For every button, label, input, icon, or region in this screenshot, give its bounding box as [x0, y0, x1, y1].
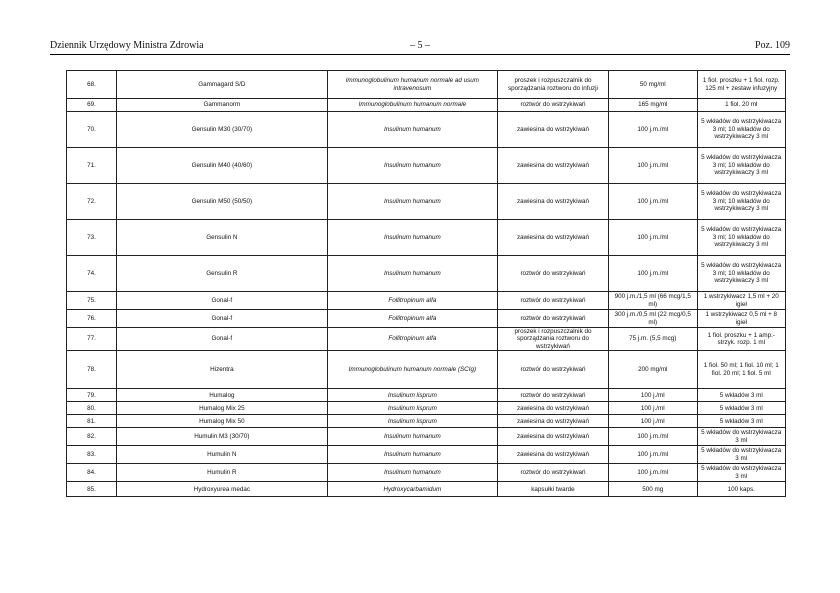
pharmaceutical-form-cell: kapsułki twarde — [497, 482, 608, 497]
table-row — [67, 292, 786, 310]
strength-cell: 900 j.m./1,5 ml (66 mcg/1,5 ml) — [609, 292, 697, 310]
row-number-cell: 80. — [67, 402, 117, 415]
drug-name-cell: Humulin R — [116, 464, 327, 482]
drug-name-cell: Gonal-f — [116, 328, 327, 351]
package-cell: 5 wkładów do wstrzykiwacza 3 ml; 10 wkładów do wstrzykiwaczy 3 ml — [697, 220, 786, 256]
table-row — [67, 428, 786, 446]
row-number-cell: 75. — [67, 292, 117, 310]
package-cell: 5 wkładów 3 ml — [697, 402, 786, 415]
row-number-cell: 84. — [67, 464, 117, 482]
row-number-cell: 74. — [67, 256, 117, 292]
row-number-cell: 72. — [67, 184, 117, 220]
strength-cell: 100 j.m./ml — [609, 220, 697, 256]
package-cell: 5 wkładów do wstrzykiwacza 3 ml; 10 wkładów do wstrzykiwaczy 3 ml — [697, 256, 786, 292]
pharmaceutical-form-cell: roztwór do wstrzykiwań — [497, 310, 608, 328]
package-cell: 1 fiol. 20 ml — [697, 99, 786, 112]
strength-cell: 100 j.m./ml — [609, 428, 697, 446]
table-row — [67, 112, 786, 148]
table-row — [67, 148, 786, 184]
row-number-cell: 76. — [67, 310, 117, 328]
table-row — [67, 351, 786, 389]
active-substance-cell: Immunoglobulinum humanum normale ad usum intravenosum — [327, 71, 497, 99]
strength-cell: 500 mg — [609, 482, 697, 497]
drug-name-cell: Humulin N — [116, 446, 327, 464]
strength-cell: 100 j.m./ml — [609, 184, 697, 220]
drug-name-cell: Humalog Mix 25 — [116, 402, 327, 415]
strength-cell: 100 j.m./ml — [609, 446, 697, 464]
pharmaceutical-form-cell: roztwór do wstrzykiwań — [497, 351, 608, 389]
table-row — [67, 184, 786, 220]
package-cell: 100 kaps. — [697, 482, 786, 497]
drug-name-cell: Gammagard S/D — [116, 71, 327, 99]
pharmaceutical-form-cell: zawiesina do wstrzykiwań — [497, 184, 608, 220]
drug-name-cell: Gonal-f — [116, 292, 327, 310]
strength-cell: 100 j.m./ml — [609, 148, 697, 184]
drug-name-cell: Gonal-f — [116, 310, 327, 328]
position-number: Poz. 109 — [755, 40, 790, 51]
drug-name-cell: Gensulin R — [116, 256, 327, 292]
pharmaceutical-form-cell: zawiesina do wstrzykiwań — [497, 415, 608, 428]
package-cell: 1 wstrzykiwacz 1,5 ml + 20 igieł — [697, 292, 786, 310]
package-cell: 5 wkładów do wstrzykiwacza 3 ml — [697, 464, 786, 482]
active-substance-cell: Insulinum lisprum — [327, 389, 497, 402]
journal-title: Dziennik Urzędowy Ministra Zdrowia — [50, 40, 204, 51]
package-cell: 5 wkładów do wstrzykiwacza 3 ml; 10 wkładów do wstrzykiwaczy 3 ml — [697, 184, 786, 220]
drug-name-cell: Gensulin M50 (50/50) — [116, 184, 327, 220]
drug-name-cell: Humalog Mix 50 — [116, 415, 327, 428]
table-row — [67, 310, 786, 328]
active-substance-cell: Insulinum humanum — [327, 464, 497, 482]
table-row — [67, 446, 786, 464]
table-row — [67, 389, 786, 402]
package-cell: 5 wkładów do wstrzykiwacza 3 ml — [697, 446, 786, 464]
strength-cell: 100 j.m./ml — [609, 256, 697, 292]
package-cell: 1 fiol. 50 ml; 1 fiol. 10 ml; 1 fiol. 20 ml; 1 fiol. 5 ml — [697, 351, 786, 389]
table-row — [67, 482, 786, 497]
strength-cell: 100 j./ml — [609, 402, 697, 415]
drug-table — [66, 70, 786, 497]
table-row — [67, 328, 786, 351]
pharmaceutical-form-cell: roztwór do wstrzykiwań — [497, 464, 608, 482]
drug-name-cell: Gensulin M40 (40/60) — [116, 148, 327, 184]
row-number-cell: 83. — [67, 446, 117, 464]
page-header — [50, 40, 790, 54]
active-substance-cell: Follitropinum alfa — [327, 310, 497, 328]
pharmaceutical-form-cell: roztwór do wstrzykiwań — [497, 292, 608, 310]
active-substance-cell: Hydroxycarbamidum — [327, 482, 497, 497]
table-row — [67, 256, 786, 292]
row-number-cell: 85. — [67, 482, 117, 497]
active-substance-cell: Insulinum humanum — [327, 220, 497, 256]
row-number-cell: 69. — [67, 99, 117, 112]
row-number-cell: 79. — [67, 389, 117, 402]
row-number-cell: 78. — [67, 351, 117, 389]
table-row — [67, 99, 786, 112]
pharmaceutical-form-cell: zawiesina do wstrzykiwań — [497, 428, 608, 446]
active-substance-cell: Insulinum humanum — [327, 148, 497, 184]
strength-cell: 100 j./ml — [609, 389, 697, 402]
drug-name-cell: Humulin M3 (30/70) — [116, 428, 327, 446]
active-substance-cell: Insulinum lisprum — [327, 415, 497, 428]
page-number: – 5 – — [410, 40, 430, 51]
active-substance-cell: Insulinum humanum — [327, 184, 497, 220]
row-number-cell: 82. — [67, 428, 117, 446]
row-number-cell: 68. — [67, 71, 117, 99]
row-number-cell: 77. — [67, 328, 117, 351]
package-cell: 5 wkładów do wstrzykiwacza 3 ml; 10 wkładów do wstrzykiwaczy 3 ml — [697, 112, 786, 148]
package-cell: 5 wkładów 3 ml — [697, 415, 786, 428]
active-substance-cell: Insulinum humanum — [327, 428, 497, 446]
active-substance-cell: Insulinum humanum — [327, 112, 497, 148]
pharmaceutical-form-cell: zawiesina do wstrzykiwań — [497, 148, 608, 184]
drug-name-cell: Gensulin N — [116, 220, 327, 256]
table-row — [67, 71, 786, 99]
drug-name-cell: Hizentra — [116, 351, 327, 389]
strength-cell: 300 j.m./0,5 ml (22 mcg/0,5 ml) — [609, 310, 697, 328]
active-substance-cell: Follitropinum alfa — [327, 292, 497, 310]
drug-name-cell: Humalog — [116, 389, 327, 402]
table-row — [67, 402, 786, 415]
strength-cell: 50 mg/ml — [609, 71, 697, 99]
drug-name-cell: Gensulin M30 (30/70) — [116, 112, 327, 148]
pharmaceutical-form-cell: roztwór do wstrzykiwań — [497, 99, 608, 112]
pharmaceutical-form-cell: roztwór do wstrzykiwań — [497, 256, 608, 292]
package-cell: 1 fiol. proszku + 1 fiol. rozp. 125 ml + zestaw infuzyjny — [697, 71, 786, 99]
table-row — [67, 464, 786, 482]
active-substance-cell: Insulinum humanum — [327, 446, 497, 464]
pharmaceutical-form-cell: proszek i rozpuszczalnik do sporządzania roztworu do wstrzykiwań — [497, 328, 608, 351]
pharmaceutical-form-cell: proszek i rozpuszczalnik do sporządzania roztworu do infuzji — [497, 71, 608, 99]
package-cell: 1 wstrzykiwacz 0,5 ml + 8 igieł — [697, 310, 786, 328]
row-number-cell: 71. — [67, 148, 117, 184]
table-row — [67, 415, 786, 428]
package-cell: 5 wkładów 3 ml — [697, 389, 786, 402]
pharmaceutical-form-cell: zawiesina do wstrzykiwań — [497, 402, 608, 415]
package-cell: 5 wkładów do wstrzykiwacza 3 ml — [697, 428, 786, 446]
pharmaceutical-form-cell: zawiesina do wstrzykiwań — [497, 446, 608, 464]
pharmaceutical-form-cell: zawiesina do wstrzykiwań — [497, 220, 608, 256]
active-substance-cell: Follitropinum alfa — [327, 328, 497, 351]
pharmaceutical-form-cell: zawiesina do wstrzykiwań — [497, 112, 608, 148]
drug-name-cell: Gammanorm — [116, 99, 327, 112]
strength-cell: 100 j.m./ml — [609, 112, 697, 148]
package-cell: 5 wkładów do wstrzykiwacza 3 ml; 10 wkładów do wstrzykiwaczy 3 ml — [697, 148, 786, 184]
active-substance-cell: Insulinum lisprum — [327, 402, 497, 415]
strength-cell: 100 j.m./ml — [609, 464, 697, 482]
row-number-cell: 81. — [67, 415, 117, 428]
row-number-cell: 73. — [67, 220, 117, 256]
row-number-cell: 70. — [67, 112, 117, 148]
active-substance-cell: Insulinum humanum — [327, 256, 497, 292]
pharmaceutical-form-cell: roztwór do wstrzykiwań — [497, 389, 608, 402]
table-row — [67, 220, 786, 256]
drug-name-cell: Hydroxyurea medac — [116, 482, 327, 497]
strength-cell: 200 mg/ml — [609, 351, 697, 389]
active-substance-cell: Immunoglobulinum humanum normale — [327, 99, 497, 112]
package-cell: 1 fiol. proszku + 1 amp.-strzyk. rozp. 1 ml — [697, 328, 786, 351]
strength-cell: 75 j.m. (5,5 mcg) — [609, 328, 697, 351]
strength-cell: 100 j./ml — [609, 415, 697, 428]
active-substance-cell: Immunoglobulinum humanum normale (SCIg) — [327, 351, 497, 389]
header-rule — [50, 54, 790, 55]
strength-cell: 165 mg/ml — [609, 99, 697, 112]
